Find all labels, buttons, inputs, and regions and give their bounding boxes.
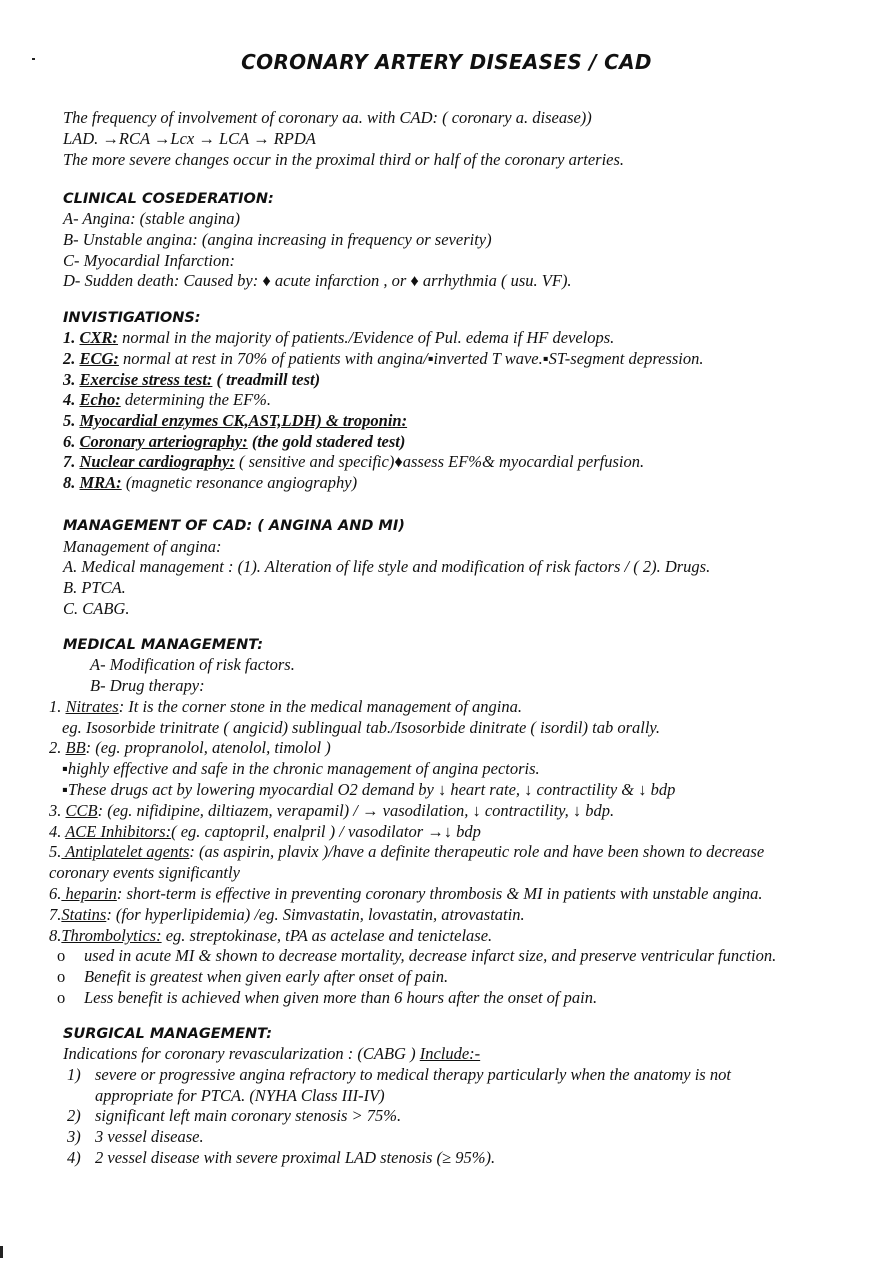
scan-speck <box>32 58 35 60</box>
item-number: 5. <box>63 411 80 430</box>
item-text: (magnetic resonance angiography) <box>121 473 358 492</box>
management-line: C. CABG. <box>63 599 130 618</box>
item-label: ECG: <box>79 349 119 368</box>
item-text: : (eg. nifidipine, diltiazem, verapamil) / → vasodilation, ↓ contractility, ↓ bdp. <box>97 801 615 820</box>
item-label: Myocardial enzymes CK,AST,LDH) & troponin: <box>79 411 408 430</box>
bullet-mark: o <box>57 988 66 1007</box>
drug-detail: coronary events significantly <box>49 863 240 882</box>
item-text: : It is the corner stone in the medical management of angina. <box>118 697 522 716</box>
drug-detail: ▪highly effective and safe in the chronic management of angina pectoris. <box>62 759 540 778</box>
item-label: ACE Inhibitors: <box>65 822 172 841</box>
investigation-item <box>63 473 357 493</box>
item-number: 1) <box>67 1065 81 1084</box>
item-number: 8. <box>49 926 62 945</box>
intro-line: LAD. →RCA →Lcx → LCA → RPDA <box>63 129 316 148</box>
item-label: Nuclear cardiography: <box>79 452 235 471</box>
medical-subitem: A- Modification of risk factors. <box>90 655 295 674</box>
include-label: Include:- <box>419 1044 481 1063</box>
item-text: (the gold stadered test) <box>247 432 406 451</box>
item-text: ( eg. captopril, enalpril ) / vasodilator →↓ bdp <box>171 822 481 841</box>
item-number: 6. <box>49 884 62 903</box>
investigation-item <box>63 328 614 348</box>
item-number: 6. <box>63 432 80 451</box>
surgical-item: 3 vessel disease. <box>95 1127 204 1146</box>
investigation-item <box>63 432 405 452</box>
drug-detail: ▪These drugs act by lowering myocardial O2 demand by ↓ heart rate, ↓ contractility & ↓ bdp <box>62 780 676 799</box>
item-number: 7. <box>63 452 80 471</box>
surgical-item: significant left main coronary stenosis > 75%. <box>95 1106 402 1125</box>
drug-item-statins <box>49 905 525 925</box>
item-text: : short-term is effective in preventing coronary thrombosis & MI in patients with unstable angina. <box>116 884 763 903</box>
medical-subitem: B- Drug therapy: <box>90 676 205 695</box>
item-number: 4. <box>63 390 80 409</box>
item-label: CCB <box>65 801 98 820</box>
section-heading-clinical: CLINICAL COSEDERATION: <box>63 191 274 207</box>
section-heading-management: MANAGEMENT OF CAD: ( ANGINA AND MI) <box>63 518 405 534</box>
item-label: CXR: <box>79 328 119 347</box>
management-line: A. Medical management : (1). Alteration of life style and modification of risk factors / ( 2). Drugs. <box>63 557 711 576</box>
section-heading-medical: MEDICAL MANAGEMENT: <box>63 637 264 653</box>
item-text: determining the EF%. <box>120 390 272 409</box>
item-text: : (eg. propranolol, atenolol, timolol ) <box>85 738 331 757</box>
item-label: MRA: <box>79 473 122 492</box>
drug-item-antiplatelet <box>49 842 764 862</box>
surgical-item: 2 vessel disease with severe proximal LAD stenosis (≥ 95%). <box>95 1148 496 1167</box>
investigation-item <box>63 452 644 472</box>
item-number: 3. <box>49 801 66 820</box>
clinical-item: C- Myocardial Infarction: <box>63 251 235 270</box>
management-line: Management of angina: <box>63 537 222 556</box>
bullet-mark: o <box>57 946 66 965</box>
surgical-item: appropriate for PTCA. (NYHA Class III-IV) <box>95 1086 385 1105</box>
item-label: Nitrates <box>65 697 119 716</box>
scan-edge-mark <box>0 1246 3 1258</box>
investigation-item <box>63 349 704 369</box>
bullet-item: Less benefit is achieved when given more than 6 hours after the onset of pain. <box>84 988 598 1007</box>
investigation-item <box>63 370 320 390</box>
management-line: B. PTCA. <box>63 578 126 597</box>
bullet-mark: o <box>57 967 66 986</box>
item-text: eg. streptokinase, tPA as actelase and tenictelase. <box>161 926 493 945</box>
item-label: Antiplatelet agents <box>61 842 190 861</box>
intro-line: The frequency of involvement of coronary aa. with CAD: ( coronary a. disease)) <box>63 108 592 127</box>
item-text: ( treadmill test) <box>212 370 321 389</box>
item-number: 3) <box>67 1127 81 1146</box>
item-number: 8. <box>63 473 80 492</box>
item-text: : (as aspirin, plavix )/have a definite therapeutic role and have been shown to decrease <box>189 842 765 861</box>
drug-item-thrombolytics <box>49 926 492 946</box>
surgical-item: severe or progressive angina refractory to medical therapy particularly when the anatomy is not <box>95 1065 731 1084</box>
clinical-item: A- Angina: (stable angina) <box>63 209 241 228</box>
item-number: 2) <box>67 1106 81 1125</box>
bullet-item: Benefit is greatest when given early after onset of pain. <box>84 967 449 986</box>
item-label: heparin <box>61 884 117 903</box>
item-number: 5. <box>49 842 62 861</box>
item-label: BB <box>65 738 86 757</box>
surgical-intro-text: Indications for coronary revascularization : (CABG ) <box>63 1044 420 1063</box>
item-label: Coronary arteriography: <box>79 432 248 451</box>
clinical-item: B- Unstable angina: (angina increasing in frequency or severity) <box>63 230 492 249</box>
item-text: : (for hyperlipidemia) /eg. Simvastatin, lovastatin, atrovastatin. <box>106 905 525 924</box>
surgical-intro <box>63 1044 480 1064</box>
item-number: 7. <box>49 905 62 924</box>
item-number: 4) <box>67 1148 81 1167</box>
item-number: 4. <box>49 822 66 841</box>
investigation-item <box>63 390 271 410</box>
item-text: normal at rest in 70% of patients with angina/▪inverted T wave.▪ST-segment depression. <box>118 349 704 368</box>
drug-detail: eg. Isosorbide trinitrate ( angicid) sublingual tab./Isosorbide dinitrate ( isordil) tab orally. <box>62 718 660 737</box>
item-number: 1. <box>63 328 80 347</box>
item-label: Exercise stress test: <box>79 370 213 389</box>
item-number: 3. <box>63 370 80 389</box>
drug-item-ccb <box>49 801 614 821</box>
drug-item-bb <box>49 738 331 758</box>
item-label: Echo: <box>79 390 121 409</box>
item-number: 1. <box>49 697 66 716</box>
item-label: Statins <box>61 905 107 924</box>
section-heading-investigations: INVISTIGATIONS: <box>63 310 201 326</box>
page-title: CORONARY ARTERY DISEASES / CAD <box>241 50 652 74</box>
drug-item-heparin <box>49 884 763 904</box>
intro-line: The more severe changes occur in the proximal third or half of the coronary arteries. <box>63 150 625 169</box>
item-number: 2. <box>49 738 66 757</box>
bullet-item: used in acute MI & shown to decrease mortality, decrease infarct size, and preserve ventricular function. <box>84 946 777 965</box>
item-label: Thrombolytics: <box>61 926 162 945</box>
item-text: normal in the majority of patients./Evidence of Pul. edema if HF develops. <box>118 328 615 347</box>
section-heading-surgical: SURGICAL MANAGEMENT: <box>63 1026 273 1042</box>
drug-item-ace <box>49 822 481 842</box>
item-text: ( sensitive and specific)♦assess EF%& myocardial perfusion. <box>234 452 645 471</box>
clinical-item: D- Sudden death: Caused by: ♦ acute infarction , or ♦ arrhythmia ( usu. VF). <box>63 271 572 290</box>
investigation-item <box>63 411 407 431</box>
item-number: 2. <box>63 349 80 368</box>
drug-item-nitrates <box>49 697 522 717</box>
